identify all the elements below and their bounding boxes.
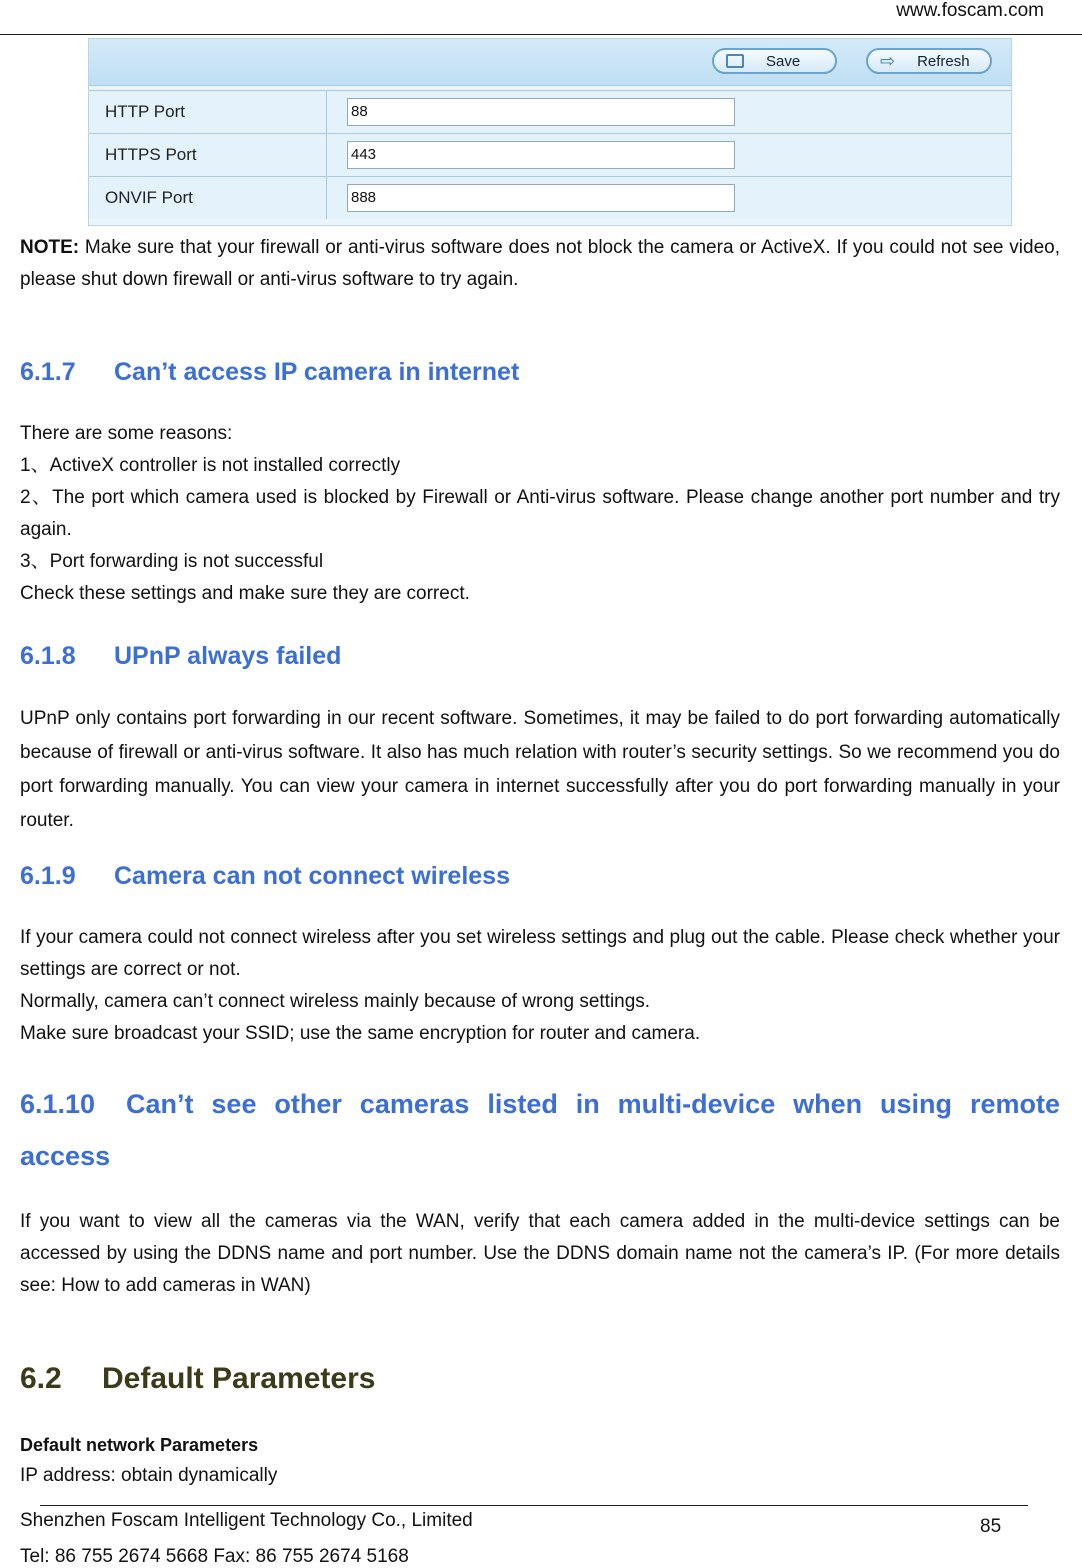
ip-address-line: IP address: obtain dynamically: [20, 1465, 278, 1486]
wireless-paragraph-3: Make sure broadcast your SSID; use the same encryption for router and camera.: [20, 1023, 701, 1044]
note-text: Make sure that your firewall or anti-virus software does not block the camera or ActiveX. If you could not see video, please shut down firewall or anti-virus software to try again.: [20, 237, 1060, 290]
reason-2: 2、The port which camera used is blocked by Firewall or Anti-virus software. Please change another port number and try again.: [20, 487, 1060, 540]
default-network-subheading: Default network Parameters: [20, 1435, 259, 1455]
section-number: 6.1.9: [20, 862, 76, 890]
header-divider: [0, 34, 1082, 35]
section-number: 6.1.10: [20, 1089, 96, 1119]
refresh-button-label: Refresh: [917, 52, 970, 70]
section-6-1-9-heading: [20, 862, 1060, 891]
section-number: 6.1.7: [20, 358, 76, 386]
section-title: Default Parameters: [102, 1362, 376, 1395]
upnp-paragraph: UPnP only contains port forwarding in our recent software. Sometimes, it may be failed to do port forwarding automatically because of firewall or anti-virus software. It also has much relation with router’s security settings. So we recommend you do port forwarding manually. You can view your camera in internet successfully after you do port forwarding manually in your router.: [20, 708, 1060, 831]
section-6-1-8-heading: [20, 642, 1060, 671]
section-6-1-7-body: [20, 418, 1060, 610]
section-title: Can’t see other cameras listed in multi-device when using remote access: [20, 1089, 1060, 1171]
section-title: Camera can not connect wireless: [114, 862, 510, 890]
reasons-outro: Check these settings and make sure they are correct.: [20, 583, 470, 604]
save-icon: [726, 54, 744, 68]
reason-3: 3、Port forwarding is not successful: [20, 551, 324, 572]
refresh-button[interactable]: [866, 48, 992, 74]
refresh-icon: ⇨: [880, 50, 896, 71]
footer-company: Shenzhen Foscam Intelligent Technology Co., Limited: [20, 1510, 473, 1531]
note-label: NOTE:: [20, 237, 80, 258]
save-button-label: Save: [766, 52, 801, 70]
onvif-port-row: [89, 176, 1011, 219]
http-port-row: [89, 90, 1011, 133]
section-6-2-body: [20, 1430, 1060, 1492]
wireless-paragraph-2: Normally, camera can’t connect wireless mainly because of wrong settings.: [20, 991, 651, 1012]
port-settings-panel: [88, 38, 1012, 226]
section-title: Can’t access IP camera in internet: [114, 358, 520, 386]
section-6-1-9-body: [20, 922, 1060, 1050]
http-port-input[interactable]: 88: [347, 98, 735, 126]
reason-1: 1、ActiveX controller is not installed correctly: [20, 455, 401, 476]
footer-divider: [40, 1505, 1028, 1506]
remote-access-paragraph: If you want to view all the cameras via the WAN, verify that each camera added in the multi-device settings can be accessed by using the DDNS name and port number. Use the DDNS domain name not the camera’s IP. (For more details see: How to add cameras in WAN): [20, 1211, 1060, 1296]
page-number: 85: [980, 1516, 1002, 1537]
footer-contact: Tel: 86 755 2674 5668 Fax: 86 755 2674 5168: [20, 1546, 409, 1567]
panel-toolbar: [89, 39, 1011, 86]
https-port-row: [89, 133, 1011, 176]
wireless-paragraph-1: If your camera could not connect wireless after you set wireless settings and plug out the cable. Please check whether your settings are correct or not.: [20, 927, 1060, 980]
section-6-2-heading: [20, 1362, 1060, 1396]
onvif-port-input[interactable]: 888: [347, 184, 735, 212]
website-url: www.foscam.com: [896, 0, 1044, 21]
section-6-1-7-heading: [20, 358, 1060, 387]
save-button[interactable]: [712, 48, 837, 74]
section-number: 6.2: [20, 1362, 62, 1395]
section-6-1-10-body: [20, 1206, 1060, 1302]
https-port-input[interactable]: 443: [347, 141, 735, 169]
note-paragraph: [20, 232, 1060, 296]
https-port-label: HTTPS Port: [89, 134, 327, 176]
onvif-port-label: ONVIF Port: [89, 177, 327, 219]
section-title: UPnP always failed: [114, 642, 342, 670]
section-6-1-8-body: [20, 702, 1060, 838]
http-port-label: HTTP Port: [89, 91, 327, 133]
reasons-intro: There are some reasons:: [20, 423, 233, 444]
section-6-1-10-heading: [20, 1078, 1060, 1182]
section-number: 6.1.8: [20, 642, 76, 670]
